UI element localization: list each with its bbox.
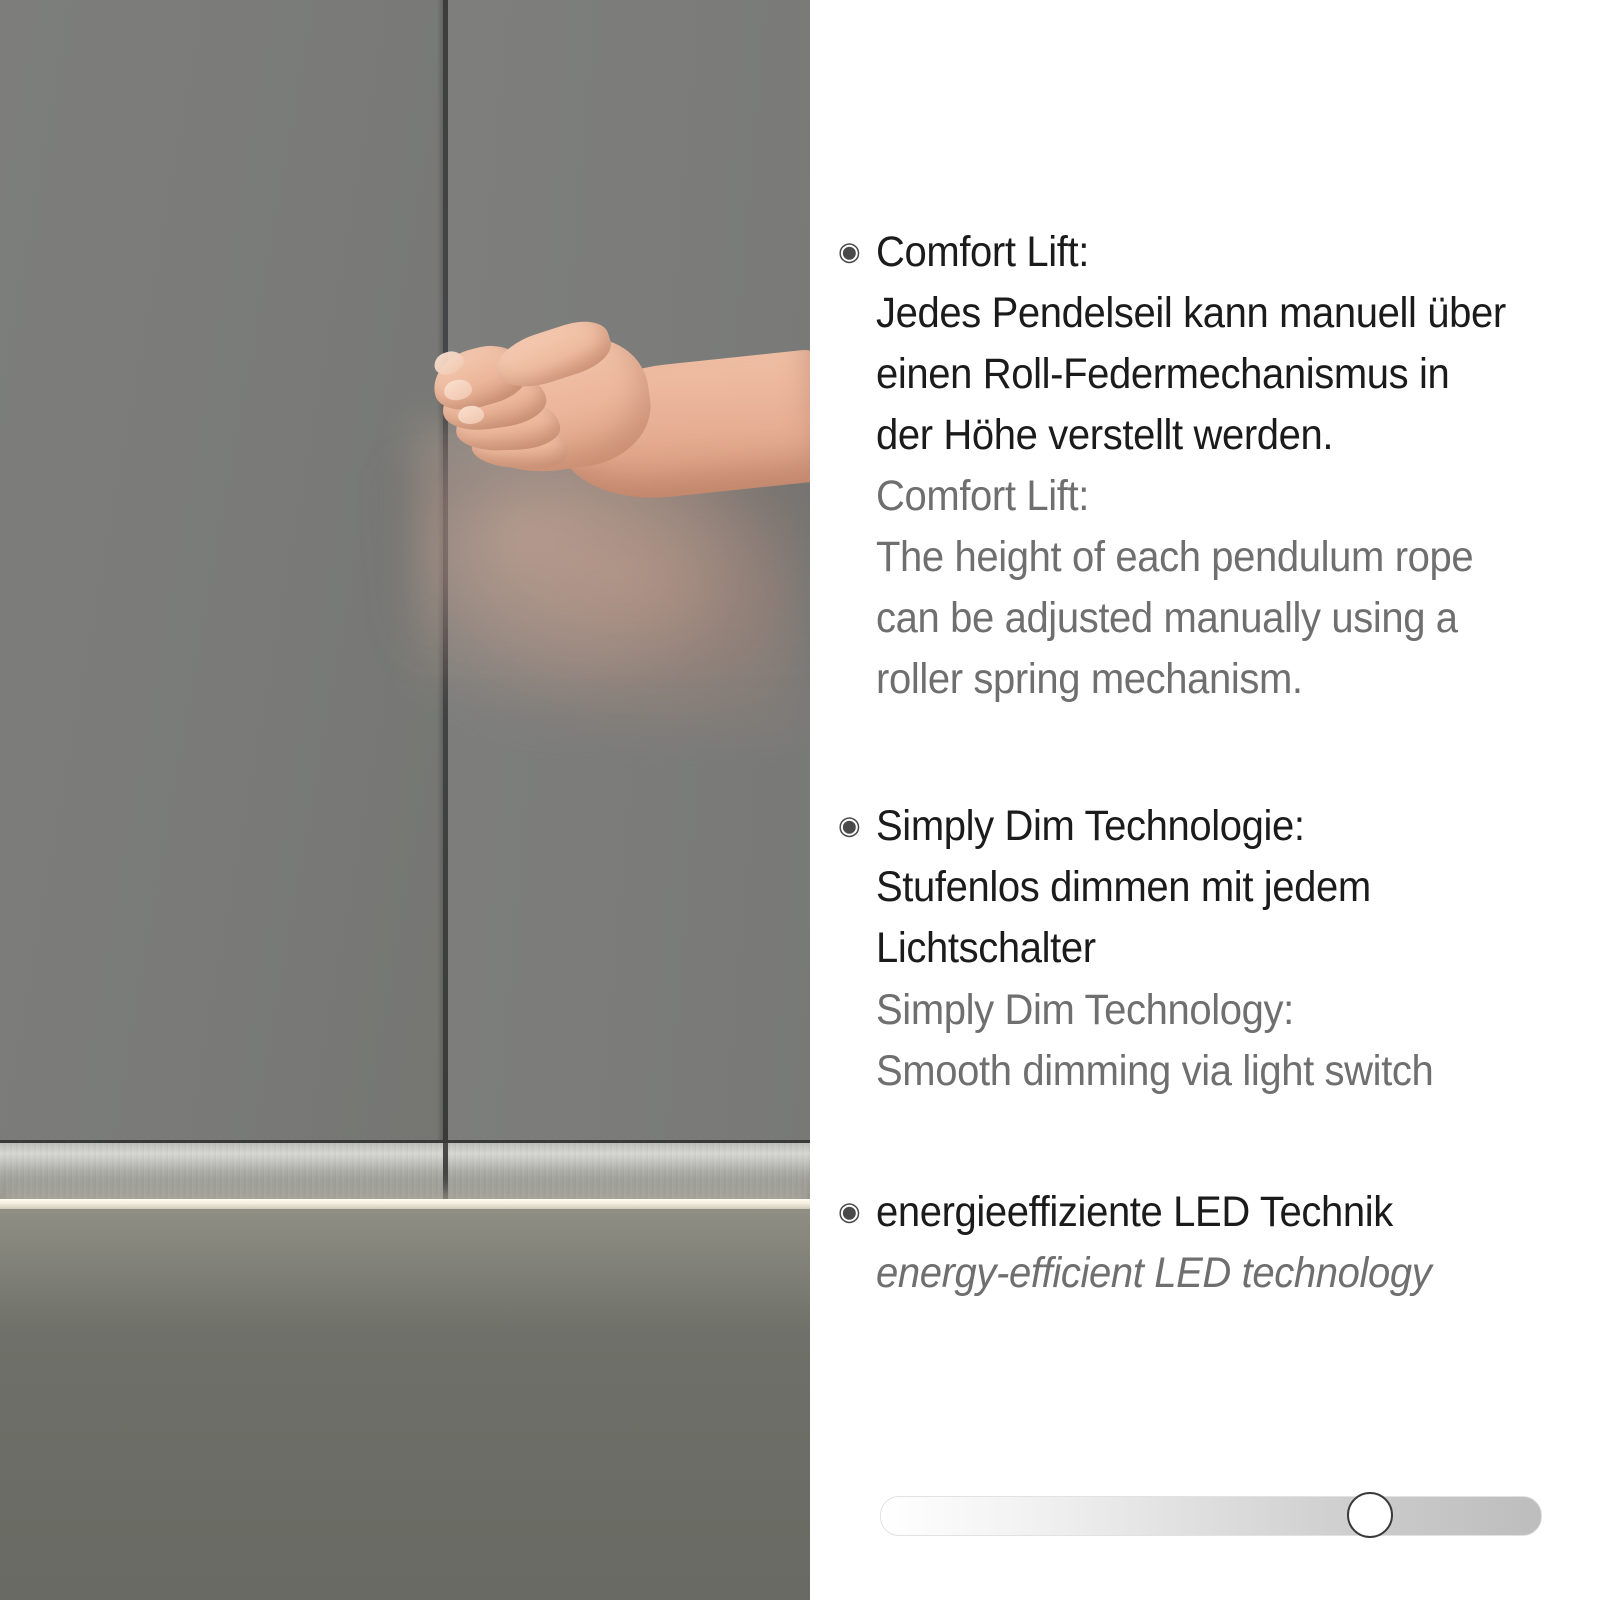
feature-list [838,222,1560,1304]
feature-de-line: energieeffiziente LED Technik [876,1187,1393,1236]
feature-text [876,222,1560,710]
feature-text-panel [810,0,1600,1600]
feature-de-line: Jedes Pendelseil kann manuell über [876,289,1506,338]
feature-de-line: Lichtschalter [876,924,1096,973]
feature-text [876,796,1560,1101]
feature-de-line: der Höhe verstellt werden. [876,411,1334,460]
feature-en-line: The height of each pendulum rope [876,533,1474,582]
feature-item-led [838,1182,1560,1304]
dimming-gradient-slider[interactable] [880,1492,1540,1538]
bullet-icon: ◉ [838,1195,861,1226]
spacer [838,710,1560,796]
lamp-brushed-texture [0,1143,810,1201]
feature-item-simply-dim [838,796,1560,1101]
feature-text [876,1182,1560,1304]
wall-surface-left [0,0,443,1140]
feature-en-line: Simply Dim Technology: [876,985,1294,1034]
feature-de-line: Comfort Lift: [876,228,1089,276]
bullet-icon: ◉ [838,810,861,841]
feature-de-line: einen Roll-Federmechanismus in [876,350,1450,399]
feature-en-line: energy-efficient LED technology [876,1248,1432,1297]
slider-knob[interactable] [1347,1492,1393,1538]
feature-en-line: can be adjusted manually using a [876,594,1458,643]
spacer [838,1102,1560,1182]
feature-de-line: Simply Dim Technologie: [876,802,1305,851]
light-spill-on-wall [0,1209,810,1329]
feature-en-line: Smooth dimming via light switch [876,1046,1434,1095]
hand-adjusting-cord [398,300,810,530]
bullet-icon: ◉ [838,236,861,266]
feature-en-line: Comfort Lift: [876,472,1089,521]
pendant-cord-lower [443,1143,448,1201]
led-light-strip [0,1199,810,1209]
feature-de-line: Stufenlos dimmen mit jedem [876,863,1371,912]
slider-track[interactable] [880,1496,1542,1536]
feature-item-comfort-lift [838,222,1560,710]
feature-en-line: roller spring mechanism. [876,655,1303,704]
